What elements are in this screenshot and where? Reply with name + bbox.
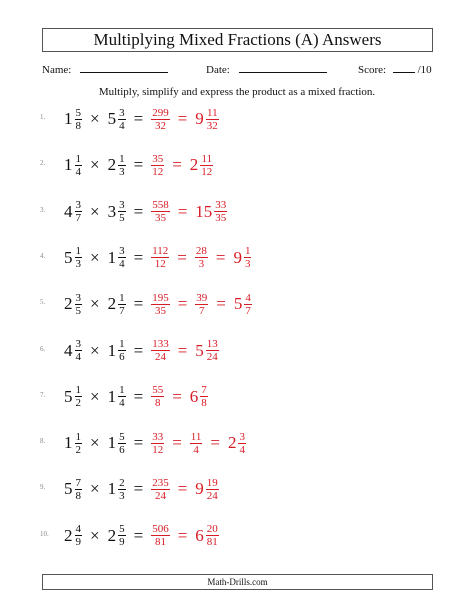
equals-sign: = (215, 247, 226, 267)
numerator: 5 (119, 430, 125, 443)
equals-sign: = (210, 433, 220, 453)
denominator: 6 (119, 443, 125, 456)
times-sign: × (90, 386, 100, 406)
numerator: 28 (195, 245, 207, 258)
denominator: 7 (119, 304, 125, 317)
numerator: 1 (75, 384, 81, 397)
name-blank (80, 72, 168, 73)
fraction (206, 477, 219, 502)
fraction (75, 245, 83, 270)
denominator: 5 (119, 212, 125, 225)
problem-row (0, 428, 474, 458)
first-mixed-number (62, 245, 84, 270)
problem-expression (62, 382, 210, 412)
numerator: 5 (75, 106, 81, 119)
answer (149, 338, 221, 363)
numerator: 3 (119, 245, 125, 258)
second-mixed-number (106, 107, 128, 132)
name-field (42, 64, 168, 76)
denominator: 12 (152, 443, 164, 456)
numerator: 3 (119, 106, 125, 119)
numerator: 1 (244, 245, 251, 258)
numerator: 33 (152, 430, 164, 443)
numerator: 1 (119, 291, 125, 304)
fraction (118, 199, 126, 224)
denominator: 3 (244, 258, 251, 271)
denominator: 7 (199, 304, 205, 317)
whole-number: 2 (107, 155, 117, 175)
second-mixed-number (106, 523, 128, 548)
denominator: 12 (152, 165, 164, 178)
answer-mixed-number (193, 477, 221, 502)
first-mixed-number (62, 523, 84, 548)
denominator: 8 (75, 489, 81, 502)
denominator: 7 (75, 212, 81, 225)
fraction (75, 199, 83, 224)
denominator: 3 (75, 258, 81, 271)
score-label: Score: (358, 64, 387, 76)
date-blank (239, 72, 327, 73)
answer-mixed-number (188, 153, 216, 178)
numerator: 1 (119, 338, 125, 350)
denominator: 12 (154, 258, 166, 271)
second-mixed-number (106, 153, 128, 178)
answer-mixed-number (226, 431, 248, 456)
equals-sign: = (133, 479, 144, 499)
problem-row (0, 289, 474, 319)
problem-expression (62, 474, 221, 504)
date-label: Date: (206, 64, 230, 76)
denominator: 24 (154, 489, 166, 502)
worksheet-title: Multiplying Mixed Fractions (A) Answers (42, 28, 433, 52)
whole-number: 6 (189, 386, 199, 406)
times-sign: × (90, 294, 100, 314)
date-field (206, 64, 327, 76)
problem-row (0, 104, 474, 134)
numerator: 558 (152, 199, 169, 212)
fraction (118, 292, 126, 317)
times-sign: × (90, 479, 100, 499)
whole-number: 2 (64, 294, 73, 314)
denominator: 5 (75, 304, 81, 317)
denominator: 3 (198, 258, 205, 271)
second-mixed-number (106, 384, 128, 409)
numerator: 33 (215, 199, 227, 212)
denominator: 81 (154, 536, 166, 549)
first-mixed-number (62, 199, 84, 224)
answer-mixed-number (231, 245, 253, 270)
denominator: 8 (154, 397, 161, 410)
whole-number: 1 (107, 479, 117, 499)
problem-row (0, 336, 474, 366)
answer (149, 477, 221, 502)
numerator: 7 (201, 384, 207, 397)
numerator: 3 (75, 291, 81, 304)
denominator: 2 (75, 397, 81, 410)
numerator: 19 (206, 476, 218, 489)
denominator: 9 (119, 536, 125, 549)
name-label: Name: (42, 64, 72, 76)
denominator: 4 (239, 443, 245, 456)
denominator: 6 (119, 351, 125, 363)
whole-number: 9 (195, 479, 204, 499)
first-mixed-number (62, 384, 84, 409)
numerator: 7 (75, 476, 81, 489)
whole-number: 2 (107, 525, 117, 545)
answer-mixed-number (193, 107, 221, 132)
denominator: 12 (201, 165, 213, 178)
fraction (75, 107, 83, 132)
numerator: 1 (75, 245, 81, 258)
fraction (118, 107, 126, 132)
second-mixed-number (106, 431, 128, 456)
whole-number: 5 (233, 294, 243, 314)
score-blank (393, 72, 415, 73)
equals-sign: = (177, 109, 188, 128)
denominator: 4 (119, 119, 125, 132)
equals-sign: = (177, 247, 187, 267)
fraction (75, 338, 83, 363)
problem-number: 3. (40, 205, 46, 214)
whole-number: 1 (107, 433, 117, 453)
problem-number: 4. (40, 251, 46, 260)
denominator: 8 (75, 119, 81, 132)
numerator: 235 (152, 476, 169, 489)
instructions: Multiply, simplify and express the product as a mixed fraction. (98, 86, 376, 98)
answer (149, 107, 221, 132)
problem-number: 7. (40, 390, 46, 399)
fraction (214, 199, 227, 224)
answer (149, 523, 221, 548)
fraction (200, 153, 213, 178)
numerator: 3 (75, 199, 81, 212)
problem-expression (62, 336, 221, 366)
first-mixed-number (62, 477, 84, 502)
numerator: 3 (75, 338, 81, 350)
answer-fraction (151, 384, 164, 409)
numerator: 1 (75, 152, 81, 165)
equals-sign: = (177, 479, 188, 499)
denominator: 4 (193, 443, 199, 456)
answer (149, 292, 254, 317)
equals-sign: = (172, 386, 182, 406)
whole-number: 5 (64, 247, 73, 267)
times-sign: × (90, 433, 100, 453)
answer-mixed-number (193, 338, 221, 363)
answer (149, 384, 210, 409)
denominator: 35 (154, 212, 166, 225)
numerator: 3 (119, 199, 125, 212)
second-mixed-number (106, 338, 128, 363)
times-sign: × (90, 109, 100, 128)
problem-row (0, 243, 474, 273)
answer-fraction (151, 431, 164, 456)
problem-expression (62, 289, 254, 319)
numerator: 112 (152, 245, 169, 258)
fraction (75, 477, 83, 502)
equals-sign: = (172, 433, 182, 453)
fraction (244, 292, 252, 317)
numerator: 11 (206, 106, 218, 119)
whole-number: 5 (64, 479, 73, 499)
score-field (358, 64, 432, 76)
equals-sign: = (177, 201, 188, 221)
equals-sign: = (133, 201, 144, 221)
problem-number: 8. (40, 437, 46, 446)
times-sign: × (90, 247, 100, 267)
first-mixed-number (62, 338, 84, 363)
fraction (238, 431, 246, 456)
whole-number: 1 (107, 340, 117, 360)
numerator: 1 (75, 430, 81, 443)
whole-number: 3 (107, 201, 117, 221)
whole-number: 2 (227, 433, 237, 453)
score-total: /10 (417, 64, 432, 76)
numerator: 506 (152, 523, 169, 536)
numerator: 195 (152, 291, 169, 304)
equals-sign: = (177, 340, 188, 360)
whole-number: 5 (195, 340, 204, 360)
problem-row (0, 474, 474, 504)
fraction (75, 153, 83, 178)
fraction (118, 477, 126, 502)
numerator: 35 (152, 152, 164, 165)
fraction (118, 523, 126, 548)
whole-number: 4 (64, 340, 73, 360)
equals-sign: = (172, 155, 182, 175)
fraction (75, 292, 83, 317)
equals-sign: = (133, 247, 144, 267)
whole-number: 15 (195, 201, 213, 221)
times-sign: × (90, 155, 100, 175)
numerator: 1 (119, 384, 125, 397)
whole-number: 1 (107, 386, 117, 406)
problem-number: 1. (40, 113, 46, 121)
answer-fraction (195, 245, 208, 270)
whole-number: 1 (64, 433, 73, 453)
whole-number: 1 (64, 109, 73, 128)
denominator: 4 (75, 351, 81, 363)
denominator: 7 (245, 304, 251, 317)
first-mixed-number (62, 431, 84, 456)
problem-expression (62, 197, 229, 227)
numerator: 13 (206, 338, 218, 350)
answer-fraction (151, 292, 170, 317)
denominator: 81 (206, 536, 218, 549)
fraction (206, 338, 219, 363)
fraction (118, 338, 126, 363)
fraction (200, 384, 208, 409)
equals-sign: = (177, 525, 188, 545)
second-mixed-number (106, 245, 128, 270)
problem-number: 10. (40, 529, 49, 538)
equals-sign: = (133, 155, 144, 175)
problem-row (0, 150, 474, 180)
numerator: 1 (119, 152, 125, 165)
denominator: 35 (154, 304, 166, 317)
answer (149, 199, 229, 224)
numerator: 3 (239, 430, 245, 443)
numerator: 11 (190, 430, 202, 443)
numerator: 39 (196, 291, 208, 304)
whole-number: 2 (189, 155, 199, 175)
answer-fraction (190, 431, 203, 456)
problem-number: 6. (40, 344, 46, 353)
numerator: 133 (152, 338, 169, 350)
times-sign: × (90, 201, 100, 221)
problem-expression (62, 104, 221, 134)
fraction (244, 245, 252, 270)
denominator: 32 (154, 119, 166, 132)
whole-number: 2 (107, 294, 117, 314)
equals-sign: = (133, 109, 144, 128)
equals-sign: = (177, 294, 188, 314)
answer-fraction (151, 477, 170, 502)
answer-fraction (195, 292, 208, 317)
fraction (75, 431, 83, 456)
numerator: 4 (75, 523, 81, 536)
denominator: 3 (119, 165, 125, 178)
whole-number: 6 (195, 525, 204, 545)
problem-expression (62, 243, 253, 273)
problem-number: 5. (40, 298, 46, 307)
equals-sign: = (133, 433, 144, 453)
whole-number: 1 (107, 247, 117, 267)
numerator: 2 (119, 476, 125, 489)
denominator: 3 (119, 489, 125, 502)
denominator: 24 (206, 351, 218, 363)
fraction (206, 107, 219, 132)
denominator: 4 (119, 397, 125, 410)
answer-fraction (151, 523, 170, 548)
denominator: 35 (215, 212, 227, 225)
problem-expression (62, 521, 221, 551)
first-mixed-number (62, 107, 84, 132)
answer-fraction (151, 153, 164, 178)
answer-mixed-number (193, 523, 221, 548)
answer-fraction (151, 199, 170, 224)
answer-fraction (151, 107, 170, 132)
denominator: 4 (75, 165, 81, 178)
whole-number: 2 (64, 525, 73, 545)
fraction (75, 384, 83, 409)
times-sign: × (90, 340, 100, 360)
equals-sign: = (216, 294, 226, 314)
answer (149, 153, 215, 178)
denominator: 8 (201, 397, 207, 410)
numerator: 299 (152, 106, 169, 119)
answer-mixed-number (188, 384, 210, 409)
problem-number: 9. (40, 483, 46, 492)
problem-row (0, 197, 474, 227)
denominator: 32 (206, 119, 218, 132)
whole-number: 5 (64, 386, 73, 406)
problem-number: 2. (40, 159, 46, 168)
whole-number: 1 (64, 155, 73, 175)
first-mixed-number (62, 153, 84, 178)
times-sign: × (90, 525, 100, 545)
second-mixed-number (106, 292, 128, 317)
answer (149, 245, 253, 270)
footer: Math-Drills.com (42, 574, 433, 590)
numerator: 11 (201, 152, 213, 165)
equals-sign: = (133, 386, 144, 406)
problem-expression (62, 428, 248, 458)
problem-expression (62, 150, 215, 180)
second-mixed-number (106, 199, 128, 224)
numerator: 4 (245, 291, 251, 304)
answer-fraction (151, 245, 169, 270)
denominator: 4 (119, 258, 125, 271)
denominator: 2 (75, 443, 81, 456)
problem-row (0, 521, 474, 551)
answer-fraction (151, 338, 170, 363)
numerator: 5 (119, 523, 125, 536)
fraction (118, 153, 126, 178)
whole-number: 4 (64, 201, 73, 221)
answer-mixed-number (232, 292, 254, 317)
numerator: 20 (206, 523, 218, 536)
fraction (118, 384, 126, 409)
fraction (118, 431, 126, 456)
whole-number: 9 (195, 109, 204, 128)
denominator: 24 (206, 489, 218, 502)
equals-sign: = (133, 525, 144, 545)
fraction (118, 245, 126, 270)
answer (149, 431, 248, 456)
numerator: 55 (152, 384, 164, 397)
second-mixed-number (106, 477, 128, 502)
first-mixed-number (62, 292, 84, 317)
fraction (206, 523, 219, 548)
whole-number: 5 (107, 109, 117, 128)
fraction (75, 523, 83, 548)
problem-row (0, 382, 474, 412)
denominator: 24 (154, 351, 166, 363)
denominator: 9 (75, 536, 81, 549)
whole-number: 9 (233, 247, 242, 267)
equals-sign: = (133, 340, 144, 360)
equals-sign: = (133, 294, 144, 314)
answer-mixed-number (193, 199, 229, 224)
